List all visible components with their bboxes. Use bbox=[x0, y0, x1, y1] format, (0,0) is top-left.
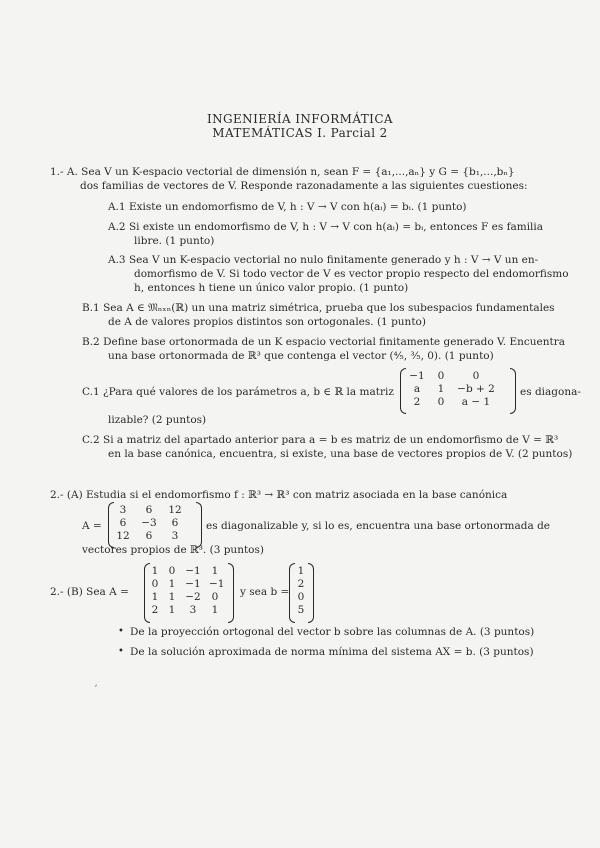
c1-matrix bbox=[408, 370, 496, 408]
q2b-vector-left-bracket bbox=[289, 563, 295, 623]
matrix-cell: 1 bbox=[168, 604, 176, 616]
matrix-cell: 0 bbox=[437, 396, 445, 408]
matrix-cell: 6 bbox=[145, 530, 153, 542]
q1-c1-line2: lizable? (2 puntos) bbox=[108, 414, 207, 426]
matrix-cell: −1 bbox=[185, 578, 201, 590]
q2b-matrix-right-bracket bbox=[228, 563, 234, 623]
matrix-cell: 2 bbox=[413, 396, 421, 408]
matrix-cell: 1 bbox=[151, 591, 159, 603]
matrix-cell: a bbox=[413, 383, 421, 395]
matrix-cell: a − 1 bbox=[461, 396, 491, 408]
q2a-matrix bbox=[115, 504, 183, 542]
q1-a2-line2: libre. (1 punto) bbox=[134, 235, 215, 247]
matrix-cell: 0 bbox=[437, 370, 445, 382]
matrix-cell: 0 bbox=[168, 565, 176, 577]
q2b-bullet2: De la solución aproximada de norma mínima del sistema AX = b. (3 puntos) bbox=[130, 646, 534, 658]
bullet-dot: • bbox=[118, 646, 124, 657]
q1-b2-line1: B.2 Define base ortonormada de un K espacio vectorial finitamente generado V. Encuentra bbox=[82, 336, 566, 348]
q2a-matrix-right-bracket bbox=[196, 502, 202, 548]
q1-c2-line1: C.2 Si a matriz del apartado anterior para a = b es matriz de un endomorfismo de V = ℝ³ bbox=[82, 434, 559, 446]
matrix-cell: 0 bbox=[211, 591, 219, 603]
q2a-line1: 2.- (A) Estudia si el endomorfismo f : ℝ³ → ℝ³ con matriz asociada en la base canónica bbox=[50, 489, 508, 501]
q1-statement-line1: 1.- A. Sea V un K-espacio vectorial de dimensión n, sean F = {a₁,...,aₙ} y G = {b₁,...,bₙ} bbox=[50, 166, 515, 178]
matrix-cell: −1 bbox=[409, 370, 425, 382]
q2a-matrix-left-bracket bbox=[108, 502, 114, 548]
matrix-cell: 3 bbox=[119, 504, 127, 516]
matrix-cell: 6 bbox=[145, 504, 153, 516]
matrix-cell: 1 bbox=[211, 604, 219, 616]
q2b-vector-label: y sea b = bbox=[240, 586, 290, 598]
title-degree: INGENIERÍA INFORMÁTICA bbox=[207, 112, 393, 126]
c1-matrix-left-bracket bbox=[400, 368, 406, 414]
matrix-cell: 6 bbox=[171, 517, 179, 529]
matrix-cell: −3 bbox=[141, 517, 157, 529]
q2b-matrix-label: 2.- (B) Sea A = bbox=[50, 586, 129, 598]
matrix-cell: 12 bbox=[168, 504, 182, 516]
q2b-vector bbox=[296, 565, 306, 616]
vector-cell: 5 bbox=[297, 604, 305, 616]
matrix-cell: 1 bbox=[437, 383, 445, 395]
q2a-line2: es diagonalizable y, si lo es, encuentra una base ortonormada de bbox=[206, 520, 551, 532]
matrix-cell: 0 bbox=[472, 370, 480, 382]
matrix-cell: 3 bbox=[171, 530, 179, 542]
matrix-cell: −1 bbox=[185, 565, 201, 577]
title-course: MATEMÁTICAS I. Parcial 2 bbox=[212, 126, 388, 140]
vector-cell: 0 bbox=[297, 591, 305, 603]
q1-a3-line3: h, entonces h tiene un único valor propio. (1 punto) bbox=[134, 282, 409, 294]
q2b-bullet1: De la proyección ortogonal del vector b sobre las columnas de A. (3 puntos) bbox=[130, 626, 535, 638]
q2a-line3: vectores propios de ℝ³. (3 puntos) bbox=[82, 544, 264, 556]
q2a-matrix-label: A = bbox=[82, 520, 102, 532]
bullet-dot: • bbox=[118, 626, 124, 637]
q1-c1-line1: C.1 ¿Para qué valores de los parámetros a, b ∈ ℝ la matriz bbox=[82, 386, 394, 398]
stray-mark: ʼ bbox=[94, 684, 98, 695]
q1-b1-line1: B.1 Sea A ∈ 𝔐ₙₓₙ(ℝ) un una matriz simétrica, prueba que los subespacios fundamentales bbox=[82, 302, 555, 314]
matrix-cell: −1 bbox=[209, 578, 225, 590]
matrix-cell: 0 bbox=[151, 578, 159, 590]
q1-a2-line1: A.2 Si existe un endomorfismo de V, h : V → V con h(aᵢ) = bᵢ, entonces F es familia bbox=[108, 221, 544, 233]
vector-cell: 2 bbox=[297, 578, 305, 590]
q1-c2-line2: en la base canónica, encuentra, si existe, una base de vectores propios de V. (2 puntos) bbox=[108, 448, 573, 460]
q1-c1-line1-end: es diagona- bbox=[520, 386, 581, 398]
matrix-cell: 3 bbox=[189, 604, 197, 616]
q1-statement-line2: dos familias de vectores de V. Responde razonadamente a las siguientes cuestiones: bbox=[80, 180, 528, 192]
q2b-matrix bbox=[150, 565, 225, 616]
matrix-cell: 1 bbox=[151, 565, 159, 577]
q1-b2-line2: una base ortonormada de ℝ³ que contenga el vector (⁴⁄₅, ³⁄₅, 0). (1 punto) bbox=[108, 350, 494, 362]
matrix-cell: 1 bbox=[168, 591, 176, 603]
matrix-cell: 1 bbox=[168, 578, 176, 590]
c1-matrix-right-bracket bbox=[510, 368, 516, 414]
matrix-cell: 12 bbox=[116, 530, 130, 542]
matrix-cell: 2 bbox=[151, 604, 159, 616]
vector-cell: 1 bbox=[297, 565, 305, 577]
q1-a1: A.1 Existe un endomorfismo de V, h : V → V con h(aᵢ) = bᵢ. (1 punto) bbox=[108, 201, 467, 213]
matrix-cell: 6 bbox=[119, 517, 127, 529]
q1-b1-line2: de A de valores propios distintos son ortogonales. (1 punto) bbox=[108, 316, 426, 328]
q2b-vector-right-bracket bbox=[308, 563, 314, 623]
matrix-cell: −b + 2 bbox=[457, 383, 495, 395]
matrix-cell: 1 bbox=[211, 565, 219, 577]
matrix-cell: −2 bbox=[185, 591, 201, 603]
q1-a3-line2: domorfismo de V. Si todo vector de V es vector propio respecto del endomorfismo bbox=[134, 268, 569, 280]
q1-a3-line1: A.3 Sea V un K-espacio vectorial no nulo finitamente generado y h : V → V un en- bbox=[108, 254, 539, 266]
